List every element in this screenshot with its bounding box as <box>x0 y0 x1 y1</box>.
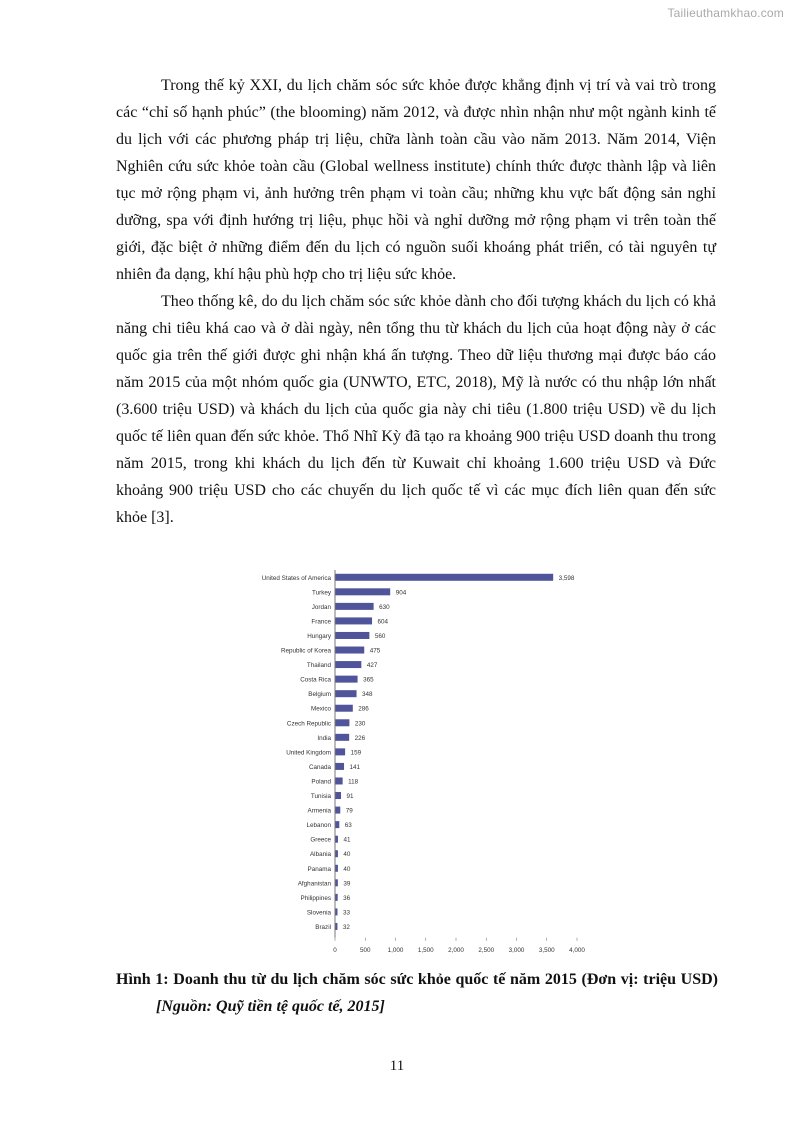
x-tick-label: 3,500 <box>538 946 555 954</box>
value-label: 79 <box>345 807 353 815</box>
bar <box>336 777 343 784</box>
value-label: 32 <box>342 923 350 931</box>
value-label: 348 <box>362 691 373 699</box>
paragraph-2: Theo thống kê, do du lịch chăm sóc sức khỏe dành cho đối tượng khách du lịch có khả năng chi tiêu khá cao và ở dài ngày, nên tổng thu từ khách du lịch của hoạt động này ở các quốc gia trên thế giới được ghi nhận khá ấn tượng. Theo dữ liệu thương mại được báo cáo năm 2015 của một nhóm quốc gia (UNWTO, ETC, 2018), Mỹ là nước có thu nhập lớn nhất (3.600 triệu USD) và khách du lịch của quốc gia này chi tiêu (1.800 triệu USD) về du lịch quốc tế liên quan đến sức khỏe. Thổ Nhĩ Kỳ đã tạo ra khoảng 900 triệu USD doanh thu trong năm 2015, trong khi khách du lịch đến từ Kuwait chỉ khoảng 1.600 triệu USD và Đức khoảng 900 triệu USD cho các chuyến du lịch quốc tế vì các mục đích liên quan đến sức khỏe [3]. <box>116 293 716 526</box>
category-label: United States of America <box>261 574 331 582</box>
value-label: 3,598 <box>558 574 575 582</box>
category-label: United Kingdom <box>286 749 331 757</box>
category-label: Greece <box>310 836 331 844</box>
value-label: 141 <box>349 763 361 771</box>
watermark: Tailieuthamkhao.com <box>667 6 784 20</box>
value-label: 475 <box>369 647 381 655</box>
bar <box>336 617 373 624</box>
revenue-bar-chart <box>246 566 596 954</box>
value-label: 91 <box>346 793 354 801</box>
bar <box>336 923 338 930</box>
bar <box>336 690 357 697</box>
value-label: 41 <box>343 836 351 844</box>
x-tick-label: 0 <box>333 946 337 954</box>
x-tick-label: 4,000 <box>569 946 585 954</box>
bar <box>336 807 341 814</box>
value-label: 226 <box>354 734 366 742</box>
category-label: Brazil <box>315 923 331 931</box>
category-label: Hungary <box>307 632 331 640</box>
category-label: Tunisia <box>310 793 331 801</box>
category-label: Mexico <box>311 705 331 713</box>
bar <box>336 850 338 857</box>
category-label: Jordan <box>311 603 331 611</box>
x-tick-label: 1,500 <box>417 946 434 954</box>
category-label: Albania <box>309 851 331 859</box>
bar <box>336 865 338 872</box>
body-text <box>116 72 716 531</box>
value-label: 286 <box>358 705 369 713</box>
x-tick-label: 2,000 <box>448 946 464 954</box>
x-tick-label: 500 <box>359 946 371 954</box>
x-tick-label: 2,500 <box>478 946 495 954</box>
category-label: Armenia <box>307 807 331 815</box>
category-label: Costa Rica <box>300 676 331 684</box>
bar <box>336 719 350 726</box>
value-label: 427 <box>366 662 378 670</box>
category-label: Slovenia <box>306 909 331 917</box>
bar <box>336 661 362 668</box>
bar <box>336 603 374 610</box>
caption-title: Hình 1: Doanh thu từ du lịch chăm sóc sức khỏe quốc tế năm 2015 (Đơn vị: triệu USD) <box>116 971 718 988</box>
bar <box>336 763 345 770</box>
value-label: 604 <box>377 618 389 626</box>
category-label: Thailand <box>306 662 331 670</box>
category-label: Poland <box>311 778 331 786</box>
category-label: Philippines <box>300 894 331 902</box>
bar <box>336 792 342 799</box>
x-tick-label: 1,000 <box>387 946 404 954</box>
value-label: 630 <box>379 603 390 611</box>
bar <box>336 734 350 741</box>
value-label: 230 <box>354 720 366 728</box>
category-label: Lebanon <box>306 822 331 830</box>
bar <box>336 588 391 595</box>
figure-caption <box>116 966 718 1020</box>
bar <box>336 647 365 654</box>
value-label: 40 <box>343 851 351 859</box>
paragraph-1: Trong thế kỷ XXI, du lịch chăm sóc sức khỏe được khẳng định vị trí và vai trò trong các “chỉ số hạnh phúc” (the blooming) năm 2012, và được nhìn nhận như một ngành kinh tế du lịch với các phương pháp trị liệu, chữa lành toàn cầu vào năm 2013. Năm 2014, Viện Nghiên cứu sức khỏe toàn cầu (Global wellness institute) chính thức được thành lập và liên tục mở rộng phạm vi, ảnh hưởng trên phạm vi toàn cầu; những khu vực bất động sản nghỉ dưỡng, spa với định hướng trị liệu, phục hồi và nghỉ dưỡng mở rộng phạm vi trên toàn thế giới, đặc biệt ở những điểm đến du lịch có nguồn suối khoáng phát triển, có tài nguyên tự nhiên đa dạng, khí hậu phù hợp cho trị liệu sức khỏe. <box>116 77 716 283</box>
value-label: 904 <box>395 589 407 597</box>
value-label: 560 <box>374 632 386 640</box>
value-label: 36 <box>343 894 351 902</box>
bar <box>336 821 340 828</box>
category-label: Afghanistan <box>297 880 331 888</box>
page-number: 11 <box>389 1058 405 1074</box>
category-label: Republic of Korea <box>280 647 331 655</box>
bar <box>336 574 554 581</box>
value-label: 159 <box>350 749 362 757</box>
category-label: India <box>317 734 331 742</box>
bar <box>336 676 358 683</box>
category-label: Belgium <box>308 691 331 699</box>
caption-source: [Nguồn: Quỹ tiền tệ quốc tế, 2015] <box>156 998 385 1015</box>
bar <box>336 836 338 843</box>
bar <box>336 632 370 639</box>
chart-svg <box>246 566 596 954</box>
value-label: 63 <box>344 822 352 830</box>
value-label: 39 <box>343 880 351 888</box>
bar <box>336 705 353 712</box>
value-label: 118 <box>348 778 359 786</box>
bar <box>336 879 338 886</box>
value-label: 33 <box>342 909 351 917</box>
category-label: Panama <box>307 865 331 873</box>
category-label: Czech Republic <box>286 720 331 728</box>
category-label: Canada <box>308 763 331 771</box>
category-label: Turkey <box>311 589 331 597</box>
value-label: 40 <box>343 865 351 873</box>
x-tick-label: 3,000 <box>508 946 525 954</box>
value-label: 365 <box>363 676 374 684</box>
bar <box>336 908 338 915</box>
category-label: France <box>311 618 331 626</box>
bar <box>336 894 338 901</box>
bar <box>336 748 346 755</box>
